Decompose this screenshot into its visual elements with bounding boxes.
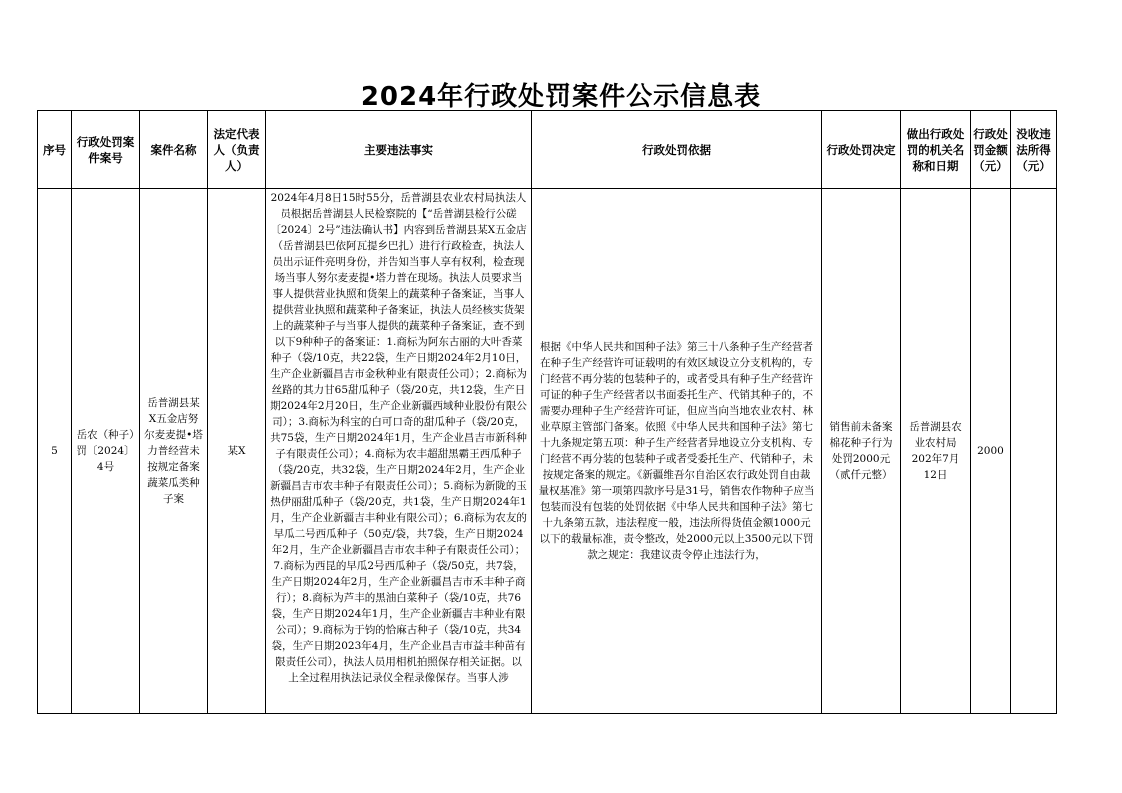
cell-case-name: 岳普湖县某X五金店努尔麦麦提•塔力普经营未按规定备案蔬菜瓜类种子案	[140, 189, 208, 714]
cell-confiscated	[1011, 189, 1057, 714]
header-basis: 行政处罚依据	[532, 111, 822, 189]
header-legal-rep: 法定代表人（负责人）	[208, 111, 266, 189]
cell-authority: 岳普湖县农业农村局202年7月12日	[901, 189, 971, 714]
header-decision: 行政处罚决定	[822, 111, 901, 189]
cell-facts: 2024年4月8日15时55分，岳普湖县农业农村局执法人员根据岳普湖县人民检察院的【“岳普湖县检行公磋〔2024〕2号”违法确认书】内容到岳普湖县某X五金店（岳普湖县巴依阿瓦提乡巴扎）进行行政检查，执法人员出示证件亮明身份，并告知当事人享有权利，检查现场当事人努尔麦麦提•塔力普在现场。执法人员要求当事人提供营业执照和货架上的蔬菜种子备案证，当事人提供营业执照和蔬菜种子备案证，执法人员经核实货架上的蔬菜种子与当事人提供的蔬菜种子备案证，查不到以下9种种子的备案证：1.商标为阿东古丽的大叶香菜种子（袋/10克，共22袋，生产日期2024年2月10日，生产企业新疆昌吉市金秋种业有限责任公司）；2.商标为丝路的其力甘65甜瓜种子（袋/20克，共12袋，生产日期2024年2月20日，生产企业新疆西域种业股份有限公司）；3.商标为科宝的白可口奇的甜瓜种子（袋/20克，共75袋，生产日期2024年1月，生产企业昌吉市新科种子有限责任公司）；4.商标为农丰超甜黑霸王西瓜种子（袋/20克，共32袋，生产日期2024年2月，生产企业新疆昌吉市农丰种子有限责任公司）；5.商标为新陇的玉热伊丽甜瓜种子（袋/20克，共1袋，生产日期2024年1月，生产企业新疆吉丰种业有限公司）；6.商标为农友的早瓜二号西瓜种子（50克/袋，共7袋，生产日期2024年2月，生产企业新疆昌吉市农丰种子有限责任公司）；7.商标为西昆的早瓜2号西瓜种子（袋/50克，共7袋，生产日期2024年2月，生产企业新疆昌吉市禾丰种子商行）；8.商标为芦丰的黑油白菜种子（袋/10克，共76袋，生产日期2024年1月，生产企业新疆吉丰种业有限公司）；9.商标为于钧的恰麻古种子（袋/10克，共34袋，生产日期2023年4月，生产企业昌吉市益丰种苗有限责任公司），执法人员用相机拍照保存相关证据。以上全过程用执法记录仪全程录像保存。当事人涉	[266, 189, 532, 714]
table-header-row	[38, 111, 1057, 189]
cell-amount: 2000	[971, 189, 1011, 714]
header-case-no: 行政处罚案件案号	[72, 111, 140, 189]
cell-basis: 根据《中华人民共和国种子法》第三十八条种子生产经营者在种子生产经营许可证载明的有效区域设立分支机构的，专门经营不再分装的包装种子的，或者受具有种子生产经营许可证的种子生产经营者以书面委托生产、代销其种子的，不需要办理种子生产经营许可证，但应当向当地农业农村、林业草原主管部门备案。依照《中华人民共和国种子法》第七十九条规定第五项：种子生产经营者异地设立分支机构、专门经营不再分装的包装种子或者受委托生产、代销种子，未按规定备案的规定。《新疆维吾尔自治区农行政处罚自由裁量权基准》第一项第四款序号是31号，销售农作物种子应当包装而没有包装的处罚依据《中华人民共和国种子法》第七十九条第五款，违法程度一般，违法所得货值金额1000元以下的载量标准，责令整改，处2000元以上3500元以下罚款之规定：我建议责令停止违法行为，	[532, 189, 822, 714]
table-row	[38, 189, 1057, 714]
page-title: 2024年行政处罚案件公示信息表	[360, 82, 762, 112]
cell-seq: 5	[38, 189, 72, 714]
header-facts: 主要违法事实	[266, 111, 532, 189]
cell-case-no: 岳农（种子）罚〔2024〕4号	[72, 189, 140, 714]
penalty-table	[37, 110, 1057, 714]
header-confiscated: 没收违法所得（元）	[1011, 111, 1057, 189]
cell-legal-rep: 某X	[208, 189, 266, 714]
header-amount: 行政处罚金额（元）	[971, 111, 1011, 189]
header-seq: 序号	[38, 111, 72, 189]
header-case-name: 案件名称	[140, 111, 208, 189]
header-authority: 做出行政处罚的机关名称和日期	[901, 111, 971, 189]
cell-decision: 销售前未备案棉花种子行为处罚2000元（贰仟元整）	[822, 189, 901, 714]
